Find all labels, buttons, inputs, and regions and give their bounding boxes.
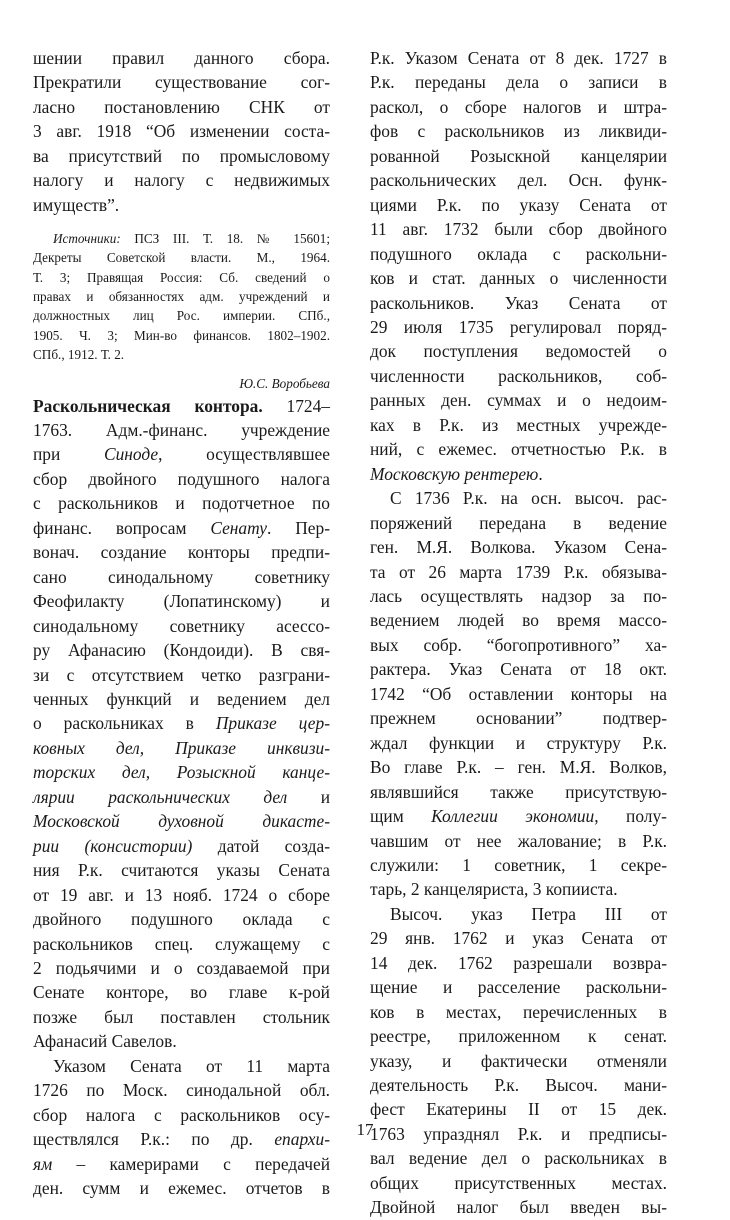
text-line: вых собр. “богопротивного” ха- bbox=[370, 634, 667, 655]
text-line: ченных функций и ведением дел bbox=[33, 688, 330, 709]
text-line: 1726 по Моск. синодальной обл. bbox=[33, 1080, 330, 1101]
text-line: ков и стат. данных о численности bbox=[370, 268, 667, 289]
text-line: синодальному советнику асессо- bbox=[33, 615, 330, 636]
text-line: ранных ден. суммах и о недоим- bbox=[370, 390, 667, 411]
text-line: Афанасий Савелов. bbox=[33, 1031, 177, 1052]
sources-line: должностных лиц Рос. империи. СПб., bbox=[33, 308, 330, 324]
text-line: ведением людей во время массо- bbox=[370, 610, 667, 631]
text-line: рии (консистории) датой созда- bbox=[33, 835, 330, 856]
text-line: сбор налога с раскольников осу- bbox=[33, 1104, 330, 1125]
reference-dikasteria: рии (консистории) bbox=[33, 835, 193, 856]
text-line bbox=[33, 760, 330, 784]
sources-line: Т. 3; Правящая Россия: Сб. сведений о bbox=[33, 269, 330, 285]
text-line: поряжений передана в ведение bbox=[370, 512, 667, 533]
reference-eparchy: епархи- bbox=[274, 1129, 330, 1150]
text-line: 2 подьячими и о создаваемой при bbox=[33, 957, 330, 978]
reference-economy-collegium: Коллегии экономии bbox=[431, 806, 595, 827]
text-line: позже был поставлен стольник bbox=[33, 1006, 330, 1027]
text-line: общих присутственных местах. bbox=[370, 1172, 667, 1193]
page-number: 17 bbox=[356, 1120, 374, 1139]
text-line: рактера. Указ Сената от 18 окт. bbox=[370, 659, 667, 680]
text-line: Указом Сената от 11 марта bbox=[53, 1055, 330, 1076]
text-line: налогу и налогу с недвижимых bbox=[33, 170, 330, 191]
text-line: та от 26 марта 1739 Р.к. обязыва- bbox=[370, 561, 667, 582]
text-line: тарь, 2 канцеляриста, 3 копииста. bbox=[370, 879, 618, 900]
text-line: вонач. создание конторы предпи- bbox=[33, 542, 330, 563]
reference-prikaz: Приказе цер- bbox=[215, 713, 330, 734]
text-line: Прекратили существование сог- bbox=[33, 72, 330, 93]
text-line: Двойной налог был введен вы- bbox=[370, 1197, 667, 1218]
text-line: ний, с ежемес. отчетностью Р.к. в bbox=[370, 439, 667, 460]
reference-renterea: Московскую рентерею bbox=[370, 463, 539, 484]
intro-paragraph bbox=[33, 46, 330, 217]
text-line: ва присутствий по промысловому bbox=[33, 145, 330, 166]
text-line: зи с отсутствием четко разграни- bbox=[33, 664, 330, 685]
text-line: раскольников. Указ Сената от bbox=[370, 292, 667, 313]
author-signature: Ю.С. Воробьева bbox=[239, 376, 330, 392]
text-line: Р.к. переданы дела о записи в bbox=[370, 72, 667, 93]
text-line: указу, и фактически отменяли bbox=[370, 1050, 667, 1071]
text-line: финанс. вопросам Сенату. Пер- bbox=[33, 517, 330, 538]
text-line: двойного подушного оклада с bbox=[33, 909, 330, 930]
text-line: 29 янв. 1762 и указ Сената от bbox=[370, 928, 667, 949]
text-line: от 19 авг. и 13 нояб. 1724 о сборе bbox=[33, 884, 330, 905]
text-line: ждал функции и структуру Р.к. bbox=[370, 732, 667, 753]
text-line: сано синодальному советнику bbox=[33, 566, 330, 587]
text-line: ген. М.Я. Волкова. Указом Сена- bbox=[370, 537, 667, 558]
text-line: являвшийся также присутствую- bbox=[370, 781, 667, 802]
paragraph bbox=[370, 46, 667, 486]
text-line: ласно постановлению СНК от bbox=[33, 96, 330, 117]
text-line: 11 авг. 1732 были сбор двойного bbox=[370, 219, 667, 240]
sources-block bbox=[33, 229, 330, 393]
text-line: раскольнических дел. Осн. функ- bbox=[370, 170, 667, 191]
text-line: ков в местах, перечисленных в bbox=[370, 1001, 667, 1022]
text-line: фов с раскольников из ликвиди- bbox=[370, 121, 667, 142]
text-line: циями Р.к. по указу Сената от bbox=[370, 194, 667, 215]
text-line: раскольников спец. служащему с bbox=[33, 933, 330, 954]
reference-eparchy: ям bbox=[33, 1153, 53, 1174]
text-line: сбор двойного подушного налога bbox=[33, 468, 330, 489]
text-line: лярии раскольнических дел и bbox=[33, 786, 331, 807]
text-line: щение и расселение раскольни- bbox=[370, 977, 667, 998]
text-line: ру Афанасию (Кондоиди). В свя- bbox=[33, 640, 330, 661]
text-line: 1742 “Об оставлении конторы на bbox=[370, 683, 667, 704]
reference-prikaz: ковных дел, Приказе инквизи- bbox=[33, 737, 330, 758]
text-line: при Синоде, осуществлявшее bbox=[33, 444, 330, 465]
text-line: шении правил данного сбора. bbox=[33, 48, 330, 68]
text-line: фест Екатерины II от 15 дек. bbox=[370, 1099, 667, 1120]
text-line: 1763 упразднял Р.к. и предписы- bbox=[370, 1123, 667, 1144]
text-line: ках в Р.к. из местных учрежде- bbox=[370, 414, 667, 435]
text-line bbox=[33, 736, 330, 760]
text-line: Высоч. указ Петра III от bbox=[390, 903, 667, 924]
text-line: рованной Розыскной канцелярии bbox=[370, 145, 667, 166]
sources-label: Источники: bbox=[53, 231, 121, 247]
sources-line: правах и обязанностях адм. учреждений и bbox=[33, 289, 330, 305]
text-line: лась осуществлять надзор за по- bbox=[370, 585, 667, 606]
paragraph bbox=[370, 902, 667, 1220]
text-line: док поступления ведомостей о bbox=[370, 341, 667, 362]
text-line: ществлялся Р.к.: по др. епархи- bbox=[33, 1129, 330, 1150]
text-line: С 1736 Р.к. на осн. высоч. рас- bbox=[390, 488, 667, 509]
text-line: подушного оклада с раскольни- bbox=[370, 243, 667, 264]
reference-senate: Сенату bbox=[210, 517, 267, 538]
article-paragraph bbox=[33, 394, 330, 1054]
sources-line: Декреты Советской власти. М., 1964. bbox=[33, 250, 330, 266]
text-line: Во главе Р.к. – ген. М.Я. Волков, bbox=[370, 757, 667, 778]
text-line: ям – камерирами с передачей bbox=[33, 1153, 330, 1174]
text-line: 3 авг. 1918 “Об изменении соста- bbox=[33, 121, 330, 142]
text-line: имуществ”. bbox=[33, 194, 120, 215]
text-line: о раскольниках в Приказе цер- bbox=[33, 713, 330, 734]
text-line: щим Коллегии экономии, полу- bbox=[370, 806, 667, 827]
right-column bbox=[370, 46, 667, 1220]
reference-chancery: торских дел, Розыскной канце- bbox=[33, 762, 330, 783]
sources-line bbox=[33, 229, 330, 248]
text-line: ния Р.к. считаются указы Сената bbox=[33, 860, 330, 881]
sources-text: ПСЗ III. Т. 18. № 15601; bbox=[120, 231, 330, 247]
text-line: служили: 1 советник, 1 секре- bbox=[370, 854, 667, 875]
reference-dikasteria: Московской духовной дикасте- bbox=[33, 811, 330, 832]
text-line: 14 дек. 1762 разрешали возвра- bbox=[370, 952, 667, 973]
text-line: Раскольническая контора. 1724– bbox=[33, 395, 331, 416]
text-line: деятельность Р.к. Высоч. мани- bbox=[370, 1075, 667, 1096]
text-line: Московскую рентерею. bbox=[370, 463, 543, 484]
text-line: 1763. Адм.-финанс. учреждение bbox=[33, 420, 330, 440]
text-line: Р.к. Указом Сената от 8 дек. 1727 в bbox=[370, 48, 667, 68]
left-column bbox=[33, 46, 330, 1201]
text-line: раскол, о сборе налогов и штра- bbox=[370, 96, 667, 117]
paragraph bbox=[370, 486, 667, 902]
text-line: ден. сумм и ежемес. отчетов в bbox=[33, 1178, 330, 1199]
text-line: с раскольников и подотчетное по bbox=[33, 493, 330, 514]
text-line: 29 июля 1735 регулировал поряд- bbox=[370, 316, 667, 337]
reference-synod: Синоде bbox=[103, 444, 159, 465]
text-line: чавшим от нее жалование; в Р.к. bbox=[370, 830, 667, 851]
text-line: Сенате конторе, во главе к-рой bbox=[33, 982, 330, 1003]
text-line: численности раскольников, соб- bbox=[370, 365, 667, 386]
reference-chancery: лярии раскольнических дел bbox=[33, 786, 288, 807]
text-line: реестре, приложенном к сенат. bbox=[370, 1026, 667, 1047]
text-line bbox=[33, 809, 330, 833]
text-line: вал ведение дел о раскольниках в bbox=[370, 1148, 667, 1169]
sources-line: СПб., 1912. Т. 2. bbox=[33, 346, 125, 362]
text-line: Феофилакту (Лопатинскому) и bbox=[33, 591, 330, 612]
sources-line: 1905. Ч. 3; Мин-во финансов. 1802–1902. bbox=[33, 327, 330, 343]
text-line: прежнем основании” подтвер- bbox=[370, 708, 667, 729]
article-heading: Раскольническая контора. bbox=[33, 395, 263, 416]
